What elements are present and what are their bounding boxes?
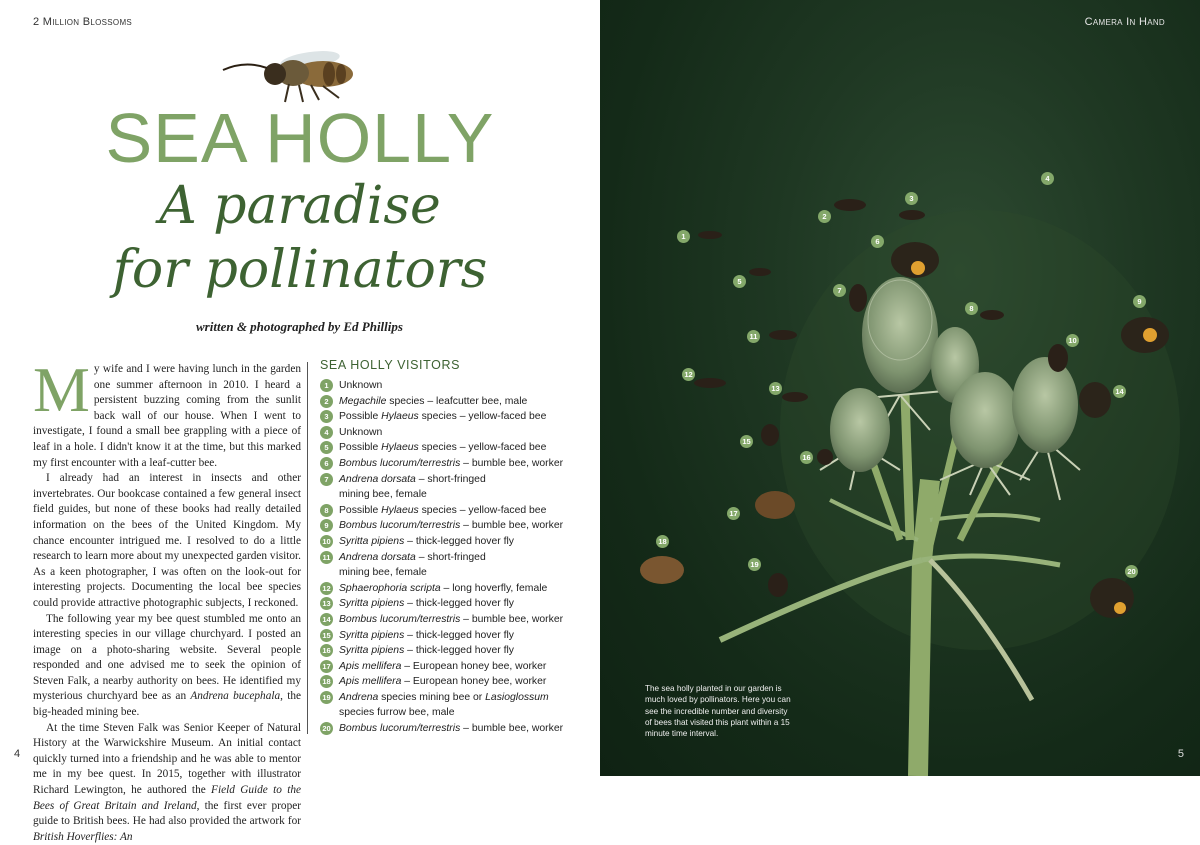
article-body	[33, 354, 302, 845]
paragraph-1: My wife and I were having lunch in the garden one summer afternoon in 2010. I heard a persistent buzzing coming from the sunlit back wall of our house. When I went to investigate, I found a small bee grappling with a piece of leaf in a hole. I didn't know it at the time, but this marked my first encounter with a leaf-cutter bee.	[33, 354, 301, 469]
visitor-number-badge: 19	[320, 691, 333, 704]
photo-marker-6: 6	[871, 235, 884, 248]
visitor-number-badge: 17	[320, 660, 333, 673]
left-page	[0, 0, 600, 843]
title-main: SEA HOLLY	[105, 99, 495, 177]
visitor-number-badge: 11	[320, 551, 333, 564]
visitor-species: Syritta pipiens – thick-legged hover fly	[339, 535, 515, 547]
sea-holly-photo	[600, 0, 1200, 776]
visitor-species: Sphaerophoria scripta – long hoverfly, female	[339, 582, 548, 594]
visitor-species: Possible Hylaeus species – yellow-faced bee	[339, 411, 547, 423]
visitor-item	[320, 659, 585, 675]
photo-marker-12: 12	[682, 368, 695, 381]
visitor-item	[320, 550, 585, 581]
column-divider	[307, 362, 308, 734]
photo-marker-1: 1	[677, 230, 690, 243]
visitor-item	[320, 721, 585, 737]
visitor-number-badge: 6	[320, 457, 333, 470]
visitor-number-badge: 3	[320, 410, 333, 423]
visitor-number-badge: 8	[320, 504, 333, 517]
photo-marker-15: 15	[740, 435, 753, 448]
visitor-number-badge: 2	[320, 395, 333, 408]
photo-marker-10: 10	[1066, 334, 1079, 347]
visitor-item	[320, 456, 585, 472]
paragraph-2: I already had an interest in insects and other invertebrates. Our bookcase contained a few general insect field guides, but none of these books had really detailed information on the bees of the United Kingdom. My chance encounter intrigued me. I resolved to do a little research to learn more about my unexpected garden visitor. As a keen photographer, I was often on the look-out for interesting projects. Documenting the local bee species could provide attractive photographic subjects, I reckoned.	[33, 472, 301, 609]
visitor-item	[320, 425, 585, 441]
photo-marker-11: 11	[747, 330, 760, 343]
visitor-species: Andrena species mining bee or Lasioglossum species furrow bee, male	[339, 691, 549, 719]
photo-marker-18: 18	[656, 535, 669, 548]
visitor-species: Apis mellifera – European honey bee, worker	[339, 660, 547, 672]
visitor-species: Bombus lucorum/terrestris – bumble bee, worker	[339, 723, 564, 735]
visitor-species: Possible Hylaeus species – yellow-faced bee	[339, 504, 547, 516]
photo-marker-8: 8	[965, 302, 978, 315]
visitor-species: Syritta pipiens – thick-legged hover fly	[339, 598, 515, 610]
visitor-item	[320, 612, 585, 628]
title-sub-line-2: for pollinators	[112, 240, 488, 300]
visitor-number-badge: 20	[320, 722, 333, 735]
running-header-left: 2 Million Blossoms	[33, 16, 133, 28]
photo-marker-19: 19	[748, 558, 761, 571]
page-number-right: 5	[1177, 748, 1184, 760]
page-number-left: 4	[14, 748, 21, 760]
visitor-number-badge: 7	[320, 473, 333, 486]
visitor-number-badge: 5	[320, 441, 333, 454]
visitor-species: Syritta pipiens – thick-legged hover fly	[339, 645, 515, 657]
visitor-number-badge: 18	[320, 675, 333, 688]
visitor-species: Megachile species – leafcutter bee, male	[339, 395, 528, 407]
visitor-number-badge: 15	[320, 629, 333, 642]
visitor-item	[320, 378, 585, 394]
visitor-species: Andrena dorsata – short-fringed mining bee, female	[339, 551, 486, 579]
visitor-item	[320, 503, 585, 519]
visitor-species: Bombus lucorum/terrestris – bumble bee, worker	[339, 457, 564, 469]
visitor-number-badge: 16	[320, 644, 333, 657]
visitor-number-badge: 9	[320, 519, 333, 532]
running-header-right: Camera In Hand	[1084, 16, 1165, 28]
right-page-photo	[600, 0, 1200, 776]
visitor-item	[320, 628, 585, 644]
byline: written & photographed by Ed Phillips	[196, 319, 403, 334]
photo-marker-17: 17	[727, 507, 740, 520]
drop-cap: M	[33, 354, 90, 425]
visitor-item	[320, 440, 585, 456]
paragraph-3: The following year my bee quest stumbled me onto an interesting species in our village churchyard. I posted an image on a photo-sharing website. Several people responded and one advised me to seek the opinion of Steven Falk, a nearby authority on bees. He identified my mysterious churchyard bee as an Andrena bucephala, the big-headed mining bee.	[33, 612, 302, 719]
visitor-species: Unknown	[339, 426, 383, 438]
visitor-item	[320, 518, 585, 534]
visitor-item	[320, 581, 585, 597]
photo-marker-16: 16	[800, 451, 813, 464]
visitor-item	[320, 534, 585, 550]
visitor-item	[320, 643, 585, 659]
visitor-species: Possible Hylaeus species – yellow-faced bee	[339, 442, 547, 454]
photo-marker-20: 20	[1125, 565, 1138, 578]
visitor-number-badge: 13	[320, 597, 333, 610]
visitor-species: Syritta pipiens – thick-legged hover fly	[339, 629, 515, 641]
visitor-species: Bombus lucorum/terrestris – bumble bee, worker	[339, 613, 564, 625]
visitors-heading: SEA HOLLY VISITORS	[320, 358, 461, 372]
bee-illustration	[215, 40, 375, 104]
photo-caption: The sea holly planted in our garden is much loved by pollinators. Here you can see the incredible number and diversity of bees that visited this plant within a 15 minute time interval.	[645, 684, 791, 739]
visitor-number-badge: 10	[320, 535, 333, 548]
photo-marker-14: 14	[1113, 385, 1126, 398]
title-sub-line-1: A paradise	[159, 176, 441, 236]
photo-marker-2: 2	[818, 210, 831, 223]
visitor-item	[320, 409, 585, 425]
visitor-species: Andrena dorsata – short-fringed mining bee, female	[339, 473, 486, 501]
visitor-number-badge: 4	[320, 426, 333, 439]
photo-marker-3: 3	[905, 192, 918, 205]
visitor-number-badge: 1	[320, 379, 333, 392]
visitors-list	[320, 358, 585, 737]
visitor-species: Apis mellifera – European honey bee, worker	[339, 676, 547, 688]
visitor-number-badge: 14	[320, 613, 333, 626]
photo-marker-7: 7	[833, 284, 846, 297]
paragraph-4: At the time Steven Falk was Senior Keeper of Natural History at the Warwickshire Museum. An initial contact quickly turned into a friendship and he was able to mentor me in my bee quest. In 2015, together with illustrator Richard Lewington, he authored the Field Guide to the Bees of Great Britain and Ireland, the first ever proper guide to British bees. He had also provided the artwork for British Hoverflies: An	[33, 721, 301, 843]
photo-marker-5: 5	[733, 275, 746, 288]
visitor-item	[320, 674, 585, 690]
visitor-item	[320, 472, 585, 503]
photo-marker-4: 4	[1041, 172, 1054, 185]
visitor-species: Bombus lucorum/terrestris – bumble bee, worker	[339, 520, 564, 532]
visitor-number-badge: 12	[320, 582, 333, 595]
visitor-item	[320, 690, 585, 721]
visitor-item	[320, 596, 585, 612]
visitor-species: Unknown	[339, 380, 383, 391]
visitor-item	[320, 394, 585, 410]
photo-marker-13: 13	[769, 382, 782, 395]
photo-marker-9: 9	[1133, 295, 1146, 308]
